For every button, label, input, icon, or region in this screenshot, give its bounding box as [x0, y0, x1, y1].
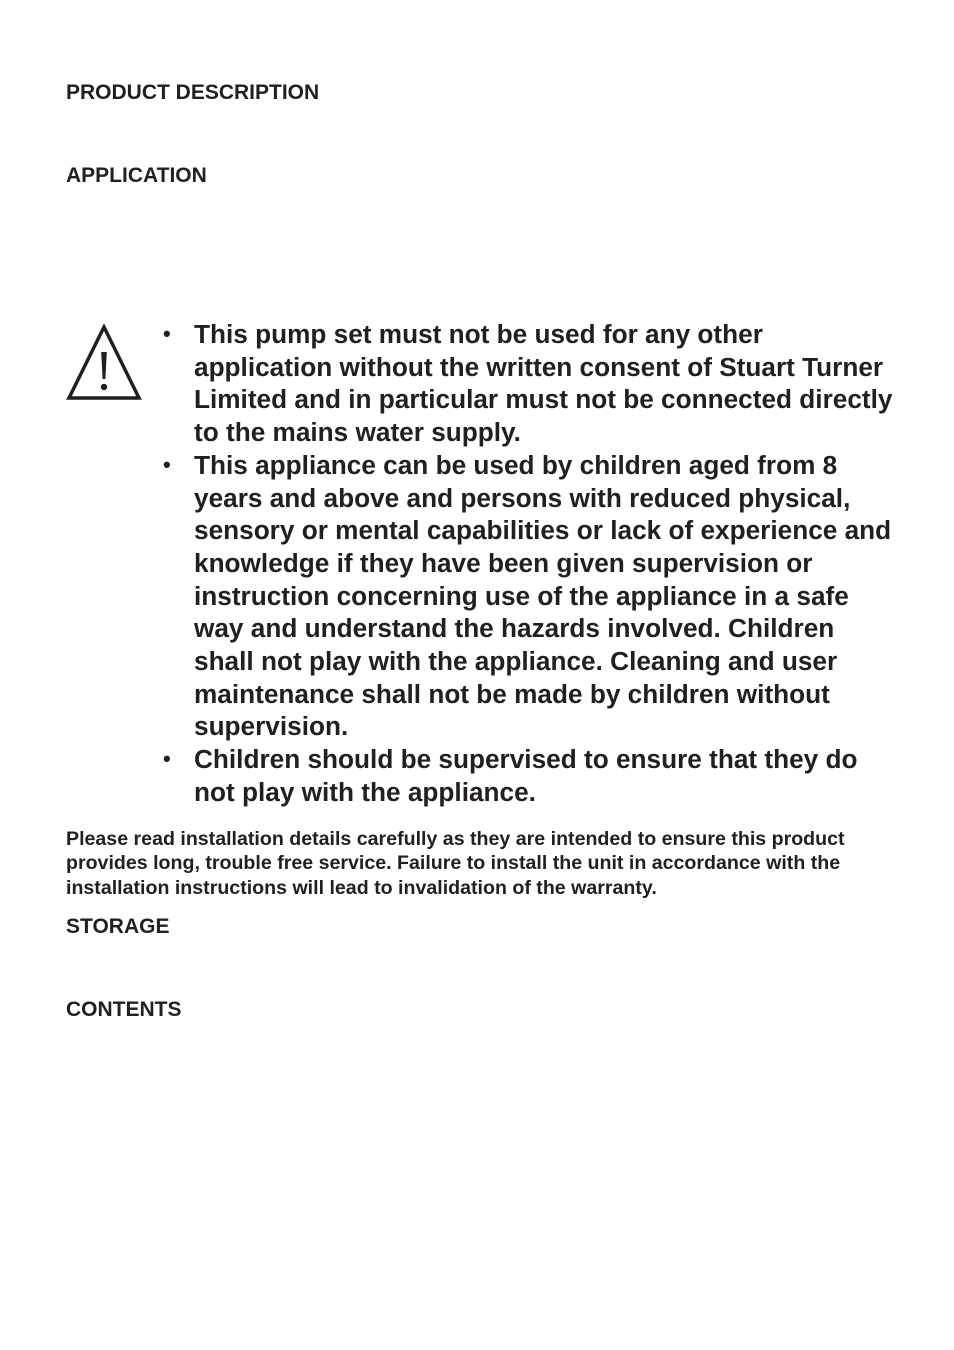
heading-application: APPLICATION — [66, 164, 207, 187]
heading-product-description: PRODUCT DESCRIPTION — [66, 81, 320, 104]
warning-item-text: Children should be supervised to ensure that they do not play with the appliance. — [194, 744, 858, 807]
heading-storage: STORAGE — [66, 915, 170, 938]
heading-contents: CONTENTS — [66, 998, 182, 1021]
warning-triangle-icon — [66, 324, 142, 402]
warning-item-text: This pump set must not be used for any other application without the written consent of Stuart Turner Limited and in particular must not be connected directly to the mains water supply. — [194, 319, 893, 448]
warning-list — [163, 318, 893, 809]
bullet-icon: • — [163, 746, 171, 772]
warning-item-text: This appliance can be used by children aged from 8 years and above and persons with reduced physical, sensory or mental capabilities or lack of experience and knowledge if they have been given supervision or instruction concerning use of the appliance in a safe way and understand the hazards involved. Children shall not play with the appliance. Cleaning and user maintenance shall not be made by children without supervision. — [194, 449, 892, 742]
bullet-icon: • — [163, 451, 171, 477]
bullet-icon: • — [163, 321, 171, 346]
warning-item — [163, 449, 893, 743]
warning-item — [163, 318, 893, 449]
installation-note: Please read installation details carefully as they are intended to ensure this product provides long, trouble free service. Failure to install the unit in accordance with the installation instructions will lead to invalidation of the warranty. — [66, 828, 845, 899]
warning-item — [163, 743, 893, 808]
